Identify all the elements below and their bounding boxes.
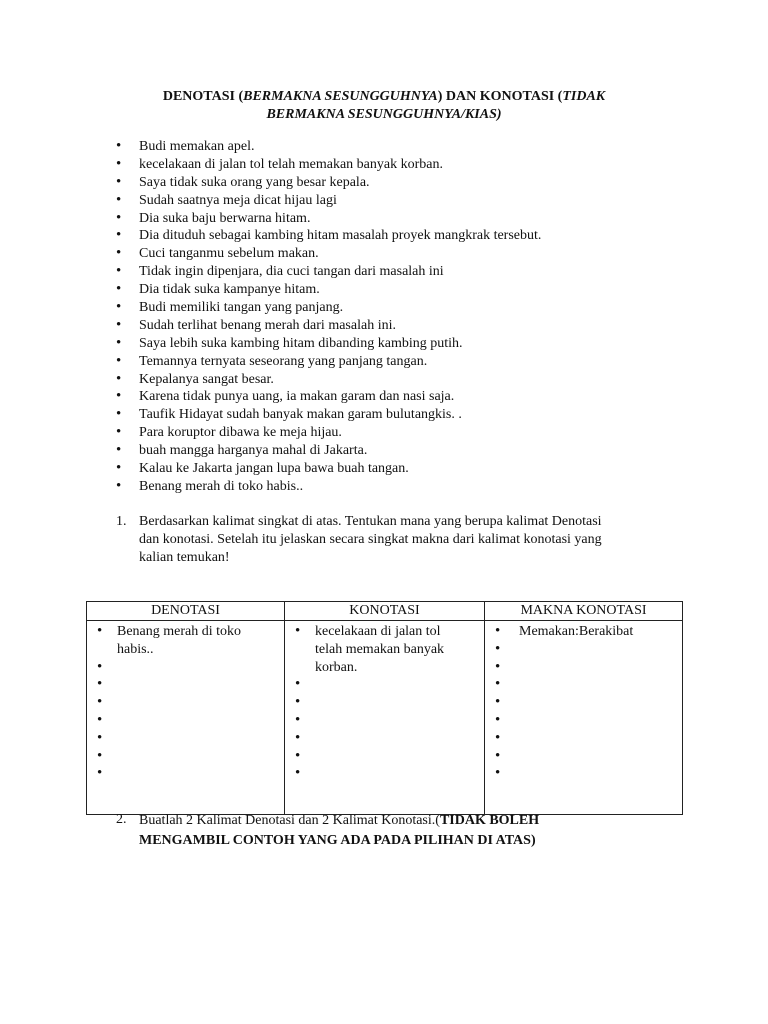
title-part-konotasi: ) DAN KONOTASI ( xyxy=(437,89,563,104)
sentence-item: • Dia dituduh sebagai kambing hitam masalah proyek mangkrak tersebut. xyxy=(116,227,541,245)
makna-konotasi-item xyxy=(491,676,678,694)
sentence-item: • kecelakaan di jalan tol telah memakan banyak korban. xyxy=(116,156,541,174)
makna-konotasi-item xyxy=(491,730,678,748)
makna-konotasi-item xyxy=(491,748,678,766)
header-makna-konotasi: MAKNA KONOTASI xyxy=(485,602,683,621)
sentence-item: • Kalau ke Jakarta jangan lupa bawa buah tangan. xyxy=(116,460,541,478)
konotasi-item: • kecelakaan di jalan tol telah memakan banyak korban. xyxy=(291,623,480,676)
konotasi-item xyxy=(291,765,480,783)
makna-konotasi-item xyxy=(491,659,678,677)
sentence-list xyxy=(116,138,541,496)
sentence-item: • Budi memakan apel. xyxy=(116,138,541,156)
sentence-item: • Para koruptor dibawa ke meja hijau. xyxy=(116,424,541,442)
title-italic-kias: BERMAKNA SESUNGGUHNYA/KIAS) xyxy=(266,107,502,122)
question-1-line: Berdasarkan kalimat singkat di atas. Tentukan mana yang berupa kalimat Denotasi xyxy=(139,514,602,529)
denotasi-item xyxy=(93,730,280,748)
makna-konotasi-item xyxy=(491,765,678,783)
sentence-item: • Kepalanya sangat besar. xyxy=(116,371,541,389)
sentence-item: • buah mangga harganya mahal di Jakarta. xyxy=(116,442,541,460)
konotasi-item xyxy=(291,748,480,766)
sentence-item: • Sudah saatnya meja dicat hijau lagi xyxy=(116,192,541,210)
sentence-item: • Temannya ternyata seseorang yang panjang tangan. xyxy=(116,353,541,371)
sentence-item: • Dia tidak suka kampanye hitam. xyxy=(116,281,541,299)
konotasi-list xyxy=(291,623,480,783)
sentence-item: • Dia suka baju berwarna hitam. xyxy=(116,210,541,228)
question-2-instruction: Buatlah 2 Kalimat Denotasi dan 2 Kalimat Konotasi.( xyxy=(139,813,440,828)
denotasi-cell[interactable] xyxy=(87,621,285,815)
title-italic-bermakna: BERMAKNA SESUNGGUHNYA xyxy=(243,89,438,104)
question-2-close: ) xyxy=(530,833,536,848)
denotasi-item xyxy=(93,676,280,694)
makna-konotasi-item xyxy=(491,694,678,712)
konotasi-cell[interactable] xyxy=(285,621,485,815)
makna-konotasi-cell[interactable] xyxy=(485,621,683,815)
header-konotasi: KONOTASI xyxy=(285,602,485,621)
header-denotasi: DENOTASI xyxy=(87,602,285,621)
title-italic-tidak: TIDAK xyxy=(562,89,606,104)
konotasi-item xyxy=(291,712,480,730)
question-2-text xyxy=(139,811,679,851)
makna-konotasi-list xyxy=(491,623,678,783)
table-header-row xyxy=(87,602,683,621)
denotasi-item xyxy=(93,712,280,730)
sentence-item: • Saya lebih suka kambing hitam dibanding kambing putih. xyxy=(116,335,541,353)
denotasi-item xyxy=(93,694,280,712)
denotasi-item xyxy=(93,659,280,677)
denotasi-item xyxy=(93,765,280,783)
question-1-line: kalian temukan! xyxy=(139,550,230,565)
question-1-text xyxy=(139,513,679,567)
konotasi-item xyxy=(291,730,480,748)
sentence-item: • Taufik Hidayat sudah banyak makan garam bulutangkis. . xyxy=(116,406,541,424)
konotasi-item xyxy=(291,694,480,712)
sentence-item: • Karena tidak punya uang, ia makan garam dan nasi saja. xyxy=(116,388,541,406)
makna-konotasi-item: • Memakan:Berakibat xyxy=(491,623,678,641)
answer-table xyxy=(86,601,683,815)
sentence-item: • Budi memiliki tangan yang panjang. xyxy=(116,299,541,317)
question-1-number: 1. xyxy=(116,514,127,529)
sentence-item: • Cuci tanganmu sebelum makan. xyxy=(116,245,541,263)
denotasi-item: • Benang merah di toko habis.. xyxy=(93,623,280,659)
makna-konotasi-item xyxy=(491,712,678,730)
question-1-line: dan konotasi. Setelah itu jelaskan secara singkat makna dari kalimat konotasi yang xyxy=(139,532,602,547)
denotasi-list xyxy=(93,623,280,783)
sentence-item: • Sudah terlihat benang merah dari masalah ini. xyxy=(116,317,541,335)
table-row xyxy=(87,621,683,815)
question-2-emphasis: MENGAMBIL CONTOH YANG ADA PADA PILIHAN DI ATAS xyxy=(139,833,531,848)
sentence-item: • Benang merah di toko habis.. xyxy=(116,478,541,496)
denotasi-item xyxy=(93,748,280,766)
page-title xyxy=(100,88,668,124)
title-part-denotasi: DENOTASI ( xyxy=(162,89,244,104)
konotasi-item xyxy=(291,676,480,694)
sentence-item: • Saya tidak suka orang yang besar kepala. xyxy=(116,174,541,192)
makna-konotasi-item xyxy=(491,641,678,659)
question-2-number: 2. xyxy=(116,812,127,827)
sentence-item: • Tidak ingin dipenjara, dia cuci tangan dari masalah ini xyxy=(116,263,541,281)
question-2-emphasis: TIDAK BOLEH xyxy=(439,813,540,828)
